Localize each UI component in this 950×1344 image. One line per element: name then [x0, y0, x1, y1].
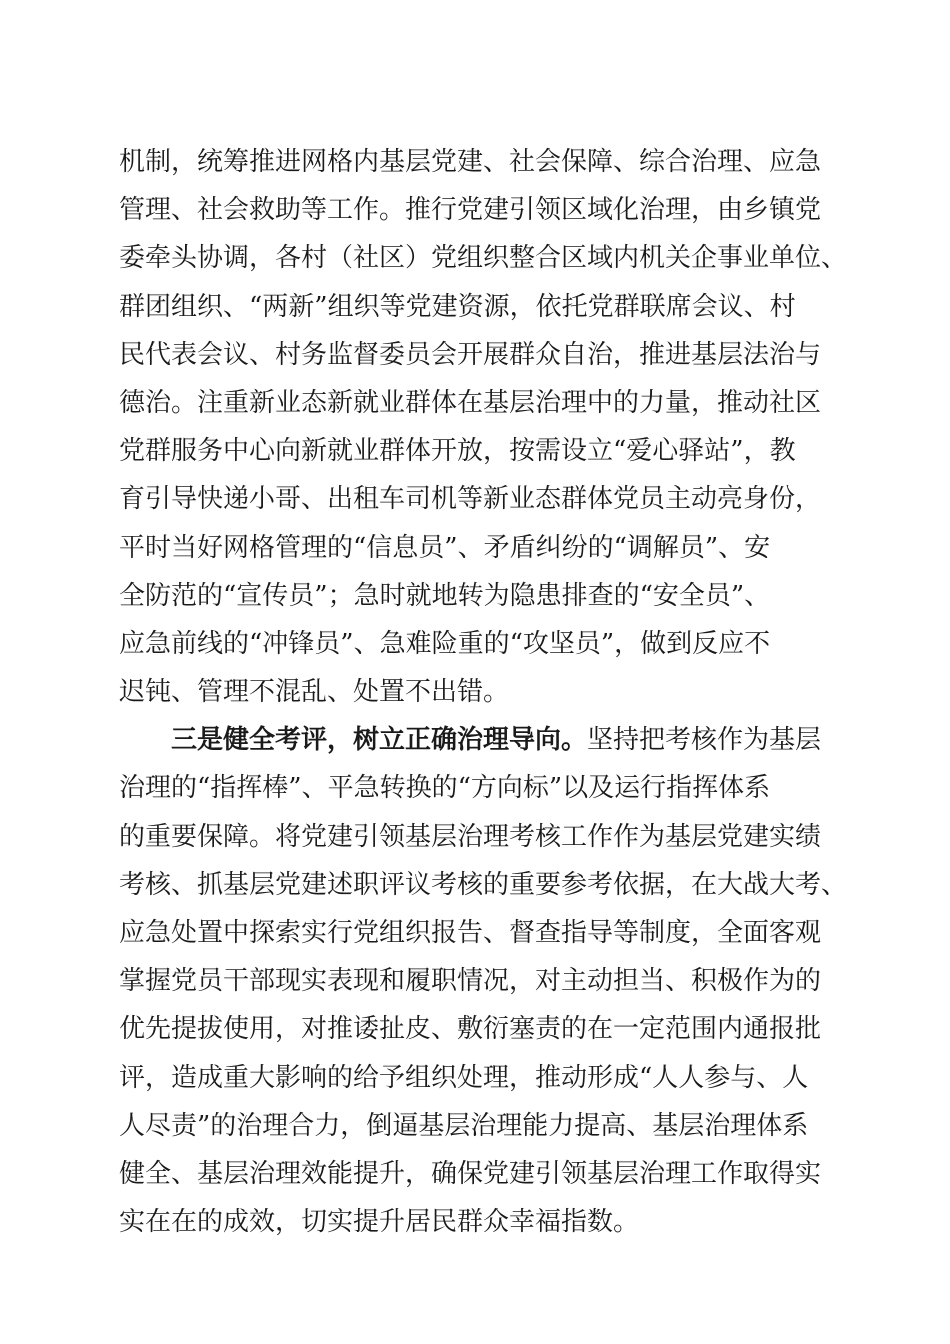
text-line: 实在在的成效，切实提升居民群众幸福指数。 [119, 1207, 640, 1238]
section-heading: 三是健全考评，树立正确治理导向。 [171, 725, 588, 756]
text-line: 管理、社会救助等工作。推行党建引领区域化治理，由乡镇党 [119, 195, 822, 226]
paragraph-2-first-line [119, 716, 849, 764]
text-line: 民代表会议、村务监督委员会开展群众自治，推进基层法治与 [119, 339, 822, 370]
text-line: 全防范的“宣传员”；急时就地转为隐患排查的“安全员”、 [119, 580, 771, 611]
text-span: 坚持把考核作为基层 [587, 725, 822, 756]
text-line: 委牵头协调，各村（社区）党组织整合区域内机关企事业单位、 [119, 243, 848, 274]
text-line: 人尽责”的治理合力，倒逼基层治理能力提高、基层治理体系 [119, 1110, 809, 1141]
text-line: 迟钝、管理不混乱、处置不出错。 [119, 677, 510, 708]
text-line: 党群服务中心向新就业群体开放，按需设立“爱心驿站”，教 [119, 436, 796, 467]
text-line: 德治。注重新业态新就业群体在基层治理中的力量，推动社区 [119, 387, 822, 418]
text-line: 健全、基层治理效能提升，确保党建引领基层治理工作取得实 [119, 1158, 822, 1189]
text-line: 优先提拔使用，对推诿扯皮、敷衍塞责的在一定范围内通报批 [119, 1014, 822, 1045]
text-line: 育引导快递小哥、出租车司机等新业态群体党员主动亮身份， [119, 484, 822, 515]
text-line: 掌握党员干部现实表现和履职情况，对主动担当、积极作为的 [119, 966, 822, 997]
text-line: 的重要保障。将党建引领基层治理考核工作作为基层党建实绩 [119, 821, 822, 852]
text-line: 平时当好网格管理的“信息员”、矛盾纠纷的“调解员”、安 [119, 532, 771, 563]
text-line: 考核、抓基层党建述职评议考核的重要参考依据，在大战大考、 [119, 869, 848, 900]
text-line: 评，造成重大影响的给予组织处理，推动形成“人人参与、人 [119, 1062, 809, 1093]
paragraph-1 [119, 138, 849, 716]
text-line: 群团组织、“两新”组织等党建资源，依托党群联席会议、村 [119, 291, 796, 322]
text-line: 应急前线的“冲锋员”、急难险重的“攻坚员”，做到反应不 [119, 628, 771, 659]
body-text [119, 138, 849, 1246]
text-line: 机制，统筹推进网格内基层党建、社会保障、综合治理、应急 [119, 147, 822, 177]
text-line: 治理的“指挥棒”、平急转换的“方向标”以及运行指挥体系 [119, 773, 771, 804]
paragraph-2 [119, 716, 849, 1246]
text-line: 应急处置中探索实行党组织报告、督查指导等制度，全面客观 [119, 918, 822, 948]
